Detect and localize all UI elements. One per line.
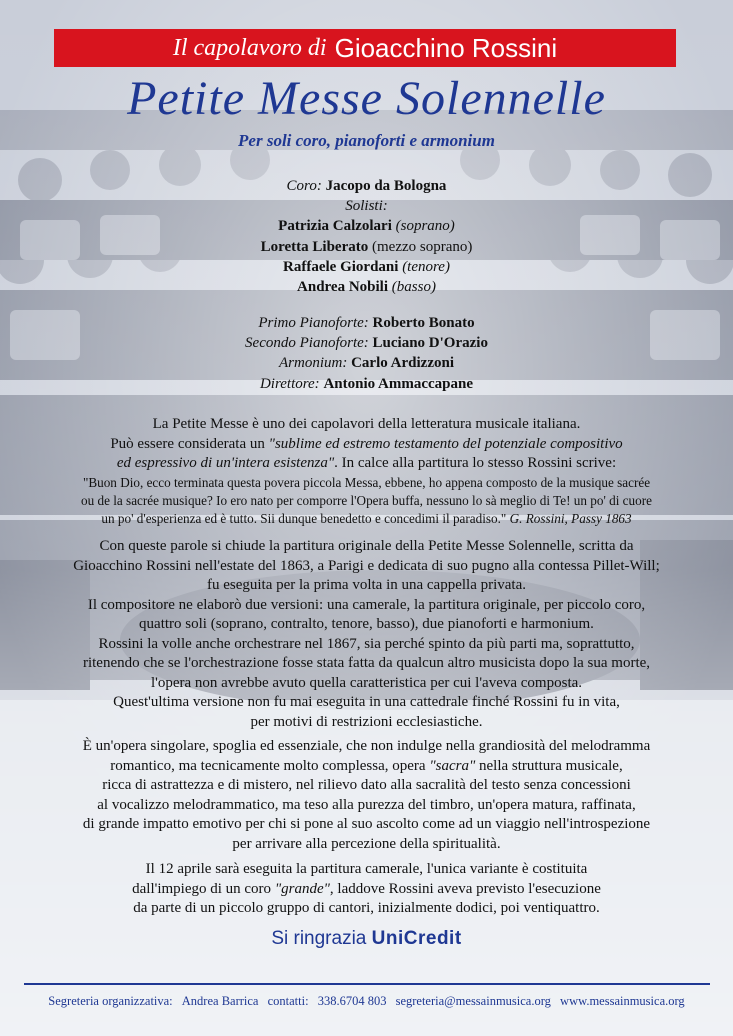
description-line: per arrivare alla percezione della spiritualità.	[232, 835, 501, 852]
soloist-role: (tenore)	[402, 258, 450, 275]
performer-role: Secondo Pianoforte:	[245, 335, 369, 352]
soloist-name: Andrea Nobili	[297, 279, 389, 296]
footer-contact-name: Andrea Barrica	[181, 994, 259, 1008]
performer-name: Luciano D'Orazio	[372, 335, 488, 352]
history-line: Con queste parole si chiude la partitura originale della Petite Messe Solennelle, scritta da	[99, 538, 634, 554]
sponsor-thanks	[0, 928, 733, 950]
performance-line: da parte di un piccolo gruppo di cantori, inizialmente dodici, poi ventiquattro.	[133, 900, 600, 916]
history-line: per motivi di restrizioni ecclesiastiche.	[250, 713, 483, 730]
solisti-label: Solisti:	[345, 198, 388, 215]
history-line: fu eseguita per la prima volta in una cappella privata.	[206, 577, 527, 593]
soloist-name: Loretta Liberato	[260, 238, 369, 255]
page-title: Petite Messe Solennelle	[127, 72, 606, 125]
description-line: È un'opera singolare, spoglia ed essenziale, che non indulge nella grandiosità del melodramma	[82, 738, 651, 754]
soloist-line	[30, 257, 703, 277]
description-line: romantico, ma tecnicamente molto complessa, opera "sacra" nella struttura musicale,	[110, 757, 623, 774]
banner-composer: Gioacchino Rossini	[334, 32, 558, 63]
performer-line	[30, 313, 703, 333]
page-subtitle: Per soli coro, pianoforti e armonium	[238, 131, 495, 150]
intro-paragraph	[30, 415, 703, 528]
rossini-quote-line: un po' d'esperienza ed è tutto. Sii dunque benedetto e concedimi il paradiso." G. Rossini, Passy 1863	[101, 510, 632, 526]
performer-name: Antonio Ammaccapane	[323, 375, 474, 392]
history-line: l'opera non avrebbe avuto quella caratteristica per cui l'aveva composta.	[150, 674, 583, 691]
soloist-name: Patrizia Calzolari	[278, 218, 392, 235]
performer-line	[30, 333, 703, 353]
performance-line: Il 12 aprile sarà eseguita la partitura camerale, l'unica variante è costituita	[145, 861, 588, 877]
history-paragraph	[30, 537, 703, 732]
footer-label: Segreteria organizzativa:	[48, 994, 173, 1008]
history-line: Gioacchino Rossini nell'estate del 1863, a Parigi e dedicata di suo pugno alla contessa Pillet-Will;	[73, 557, 660, 574]
soloist-role: (mezzo soprano)	[372, 238, 473, 255]
intro-line: ed espressivo di un'intera esistenza". In calce alla partitura lo stesso Rossini scrive:	[116, 455, 617, 471]
soloist-role: (soprano)	[395, 218, 455, 235]
performer-line	[30, 374, 703, 394]
credits-block	[30, 176, 703, 297]
history-line: Rossini la volle anche orchestrare nel 1867, sia perché spinto da più parti ma, soprattutto,	[98, 635, 635, 652]
banner-prefix: Il capolavoro di	[172, 34, 327, 61]
intro-line: La Petite Messe è uno dei capolavori della letteratura musicale italiana.	[152, 416, 581, 432]
coro-label: Coro:	[286, 178, 322, 194]
footer-phone[interactable]: 338.6704 803	[317, 994, 387, 1008]
intro-quote: "sublime ed estremo testamento del potenziale compositivo	[268, 435, 623, 452]
performer-role: Armonium:	[279, 355, 348, 372]
footer-contacts	[0, 994, 733, 1009]
performer-role: Direttore:	[259, 375, 320, 392]
performance-line: dall'impiego di un coro "grande", laddove Rossini aveva previsto l'esecuzione	[132, 880, 601, 897]
quote-signature: G. Rossini, Passy 1863	[509, 510, 632, 526]
soloist-line	[30, 216, 703, 236]
footer-phone-label: contatti:	[267, 994, 309, 1008]
history-line: ritenendo che se l'orchestrazione fosse stata fatta da qualcun altro musicista dopo la sua morte,	[82, 655, 651, 671]
rossini-quote-line: "Buon Dio, ecco terminata questa povera piccola Messa, ebbene, ho appena composto de la musique sacrée	[82, 474, 651, 490]
soloist-role: (basso)	[391, 279, 436, 296]
performer-name: Carlo Ardizzoni	[351, 355, 454, 372]
performance-paragraph	[30, 860, 703, 919]
description-paragraph	[30, 737, 703, 854]
performers-block	[30, 313, 703, 394]
soloist-line	[30, 277, 703, 297]
performer-name: Roberto Bonato	[372, 315, 475, 331]
coro-line	[30, 176, 703, 196]
thanks-text: Si ringrazia	[271, 928, 367, 949]
sponsor-logo: UniCredit	[371, 928, 462, 949]
performer-role: Primo Pianoforte:	[258, 315, 369, 331]
footer-email-link[interactable]: segreteria@messainmusica.org	[395, 994, 551, 1008]
description-line: al vocalizzo melodrammatico, ma teso alla purezza del timbro, un'opera matura, raffinata,	[97, 796, 636, 813]
soloist-name: Raffaele Giordani	[283, 258, 399, 275]
performer-line	[30, 353, 703, 373]
description-line: di grande impatto emotivo per chi si pone al suo ascolto come ad un viaggio nell'introspezione	[82, 816, 651, 832]
history-line: quattro soli (soprano, contralto, tenore, basso), due pianoforti e harmonium.	[139, 616, 594, 632]
rossini-quote-line: ou de la sacrée musique? Io ero nato per comporre l'Opera buffa, nessuno lo sà meglio di Te! un po' di cuore	[81, 492, 652, 508]
footer-divider	[24, 983, 710, 985]
history-line: Il compositore ne elaborò due versioni: una camerale, la partitura originale, per piccolo coro,	[87, 596, 646, 613]
header-banner	[54, 29, 676, 67]
intro-line: Può essere considerata un "sublime ed estremo testamento del potenziale compositivo	[110, 435, 623, 452]
history-line: Quest'ultima versione non fu mai eseguita in una cattedrale finché Rossini fu in vita,	[113, 694, 620, 710]
description-line: ricca di astrattezza e di mistero, nel rilievo dato alla sacralità del testo senza concessioni	[102, 777, 631, 793]
soloist-line	[30, 237, 703, 257]
footer-website-link[interactable]: www.messainmusica.org	[560, 994, 685, 1008]
coro-name: Jacopo da Bologna	[325, 178, 447, 194]
intro-quote: ed espressivo di un'intera esistenza"	[116, 455, 335, 471]
